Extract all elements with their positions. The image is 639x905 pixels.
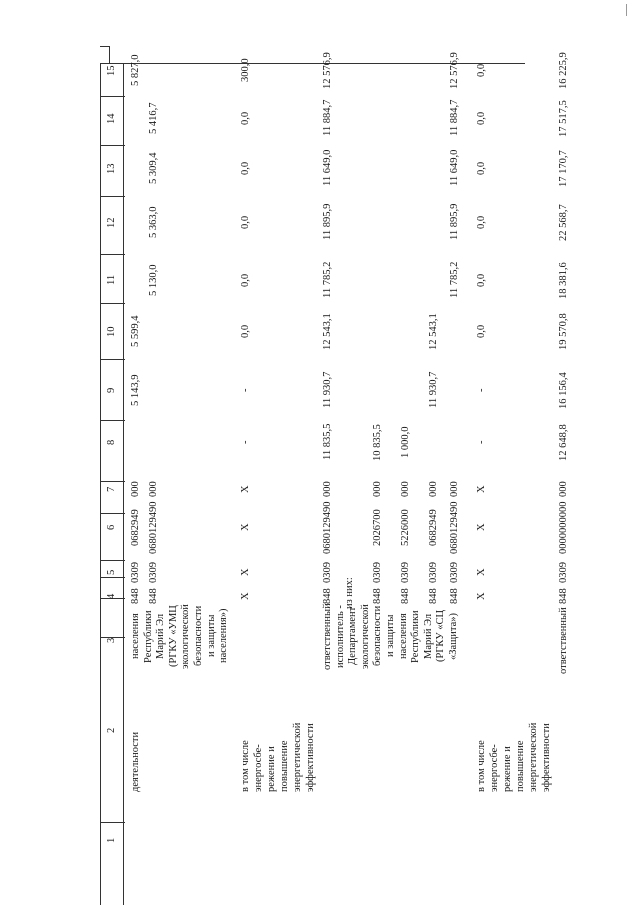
row-h-c4: 848 — [428, 588, 439, 604]
row-k-c5: 0309 — [558, 561, 569, 583]
row-d-c3-line: населения — [397, 613, 409, 659]
row-c-c9: - — [240, 388, 251, 392]
row-j-c2-line: повышение — [515, 740, 526, 792]
row-b-c7: 000 — [148, 481, 159, 497]
column-rule — [100, 560, 125, 561]
row-j-c15: 0,0 — [476, 63, 487, 77]
row-d-c15: 12 576,9 — [322, 51, 333, 89]
row-c-c2-line: повышение — [279, 740, 290, 792]
row-c-c2-line: в том числе — [240, 740, 251, 792]
row-d-c6: 0680129490 — [322, 501, 333, 554]
row-a-c15: 5 827,0 — [130, 54, 141, 86]
row-a-c7: 000 — [130, 481, 141, 497]
header-cell-4: 4 — [106, 593, 117, 599]
header-cell-7: 7 — [106, 486, 117, 492]
row-d-c14: 11 884,7 — [322, 99, 333, 136]
header-cell-12: 12 — [106, 217, 117, 228]
row-d-c4: 848 — [322, 588, 333, 604]
row-a-c10: 5 599,4 — [130, 315, 141, 347]
header-cell-10: 10 — [106, 326, 117, 337]
row-f-c5: 0309 — [372, 561, 383, 583]
row-f-c7: 000 — [372, 481, 383, 497]
row-d-c10: 12 543,1 — [322, 312, 333, 350]
column-rule — [100, 513, 125, 514]
header-cell-11: 11 — [106, 274, 117, 285]
header-cell-5: 5 — [106, 569, 117, 575]
row-b-c11: 5 130,0 — [148, 264, 159, 296]
row-d-c11: 11 785,2 — [322, 261, 333, 298]
row-k-c9: 16 156,4 — [558, 371, 569, 409]
row-k-c14: 17 517,5 — [558, 99, 569, 137]
row-c-c4: X — [240, 592, 251, 600]
row-e-c4: из них: — [344, 577, 355, 609]
left-border — [100, 63, 101, 905]
header-corner-vertical — [109, 46, 110, 63]
row-d-c5: 0309 — [322, 561, 333, 583]
row-k-c4: 848 — [558, 588, 569, 604]
row-c-c7: X — [240, 485, 251, 493]
row-k-c10: 19 570,8 — [558, 312, 569, 350]
row-c-c15: 300,0 — [240, 58, 251, 82]
row-g-c6: 5226000 — [400, 508, 411, 546]
row-c-c11: 0,0 — [240, 273, 251, 287]
row-h-c5: 0309 — [428, 561, 439, 583]
column-rule — [100, 420, 125, 421]
row-c-c2-line: эффективности — [305, 723, 316, 792]
header-top-rule — [100, 63, 525, 64]
row-b-c5: 0309 — [148, 561, 159, 583]
row-c-c12: 0,0 — [240, 215, 251, 229]
row-h-c9: 11 930,7 — [428, 371, 439, 408]
column-rule — [100, 577, 125, 578]
column-rule — [100, 145, 125, 146]
row-i-c7: 000 — [449, 481, 460, 497]
header-cell-13: 13 — [106, 163, 117, 174]
row-k-c7: 000 — [558, 481, 569, 497]
row-a-c3-line: Марий Эл — [155, 613, 167, 659]
row-j-c10: 0,0 — [476, 324, 487, 338]
row-d-c3-line: ответственный — [322, 602, 333, 670]
row-k-c3: ответственный — [558, 606, 569, 674]
row-c-c14: 0,0 — [240, 111, 251, 125]
row-g-c7: 000 — [400, 481, 411, 497]
row-d-c3-line: безопасности — [372, 605, 384, 666]
column-rule — [100, 303, 125, 304]
row-a-c5: 0309 — [130, 561, 141, 583]
row-f-c4: 848 — [372, 588, 383, 604]
row-a-c3-line: Республики — [142, 609, 154, 663]
column-rule — [100, 254, 125, 255]
row-k-c6: 0000000000 — [558, 501, 569, 554]
row-a-c3-line: населения») — [218, 608, 230, 663]
row-i-c13: 11 649,0 — [449, 149, 460, 186]
row-j-c5: X — [476, 568, 487, 576]
column-rule — [100, 96, 125, 97]
row-j-c8: - — [476, 440, 487, 444]
row-h-c7: 000 — [428, 481, 439, 497]
row-d-c13: 11 649,0 — [322, 149, 333, 186]
header-cell-6: 6 — [106, 524, 117, 530]
row-j-c7: X — [476, 485, 487, 493]
header-cell-9: 9 — [106, 387, 117, 393]
row-i-c12: 11 895,9 — [449, 203, 460, 240]
header-cell-3: 3 — [106, 637, 117, 643]
column-rule — [100, 196, 125, 197]
row-b-c6: 0680129490 — [148, 501, 159, 554]
column-rule — [100, 822, 125, 823]
row-j-c2-line: режение и — [502, 746, 513, 792]
row-g-c8: 1 000,0 — [400, 426, 411, 458]
row-a-c4: 848 — [130, 588, 141, 604]
column-rule — [100, 63, 125, 64]
row-c-c2-line: энергосбе- — [253, 744, 264, 792]
row-i-c15: 12 576,9 — [449, 51, 460, 89]
row-d-c3-line: и защиты — [385, 614, 396, 657]
row-j-c12: 0,0 — [476, 215, 487, 229]
row-d-c3-line: исполнитель - — [334, 604, 346, 668]
header-cell-2: 2 — [106, 727, 117, 733]
row-j-c2-line: энергетической — [528, 722, 539, 792]
row-a-c3-line: населения — [130, 613, 141, 659]
row-c-c6: X — [240, 523, 251, 531]
row-c-c2-line: энергетической — [292, 722, 303, 792]
row-a-c3-line: безопасности — [193, 605, 204, 666]
header-cell-8: 8 — [106, 439, 117, 445]
row-j-c6: X — [476, 523, 487, 531]
row-d-c3-line: экологической — [359, 603, 371, 669]
row-j-c9: - — [476, 388, 487, 392]
row-d-c3-line: Департамент — [347, 606, 359, 665]
row-i-c11: 11 785,2 — [449, 261, 460, 298]
row-k-c8: 12 648,8 — [558, 423, 569, 461]
row-k-c12: 22 568,7 — [558, 203, 569, 241]
row-a-c6: 0682949 — [130, 508, 141, 546]
row-a-c2: деятельности — [130, 731, 141, 792]
header-cell-1: 1 — [106, 837, 117, 843]
row-d-c3-line: (РГКУ «СЦ — [435, 609, 447, 662]
row-i-c6: 0680129490 — [449, 501, 460, 554]
header-cell-15: 15 — [106, 65, 117, 76]
row-f-c8: 10 835,5 — [372, 423, 383, 461]
row-k-c15: 16 225,9 — [558, 51, 569, 89]
row-f-c6: 2026700 — [372, 508, 383, 546]
row-b-c4: 848 — [148, 588, 159, 604]
row-i-c14: 11 884,7 — [449, 99, 460, 136]
row-k-c13: 17 170,7 — [558, 149, 569, 187]
row-h-c10: 12 543,1 — [428, 312, 439, 350]
row-j-c2-line: энергосбе- — [489, 744, 500, 792]
row-d-c9: 11 930,7 — [322, 371, 333, 408]
row-d-c3-line: Марий Эл — [422, 613, 434, 659]
row-c-c8: - — [240, 440, 251, 444]
row-d-c3-line: Республики — [410, 609, 422, 663]
row-j-c14: 0,0 — [476, 111, 487, 125]
row-a-c3-line: и защиты — [205, 614, 217, 657]
row-j-c2-line: эффективности — [541, 723, 552, 792]
row-a-c3-line: (РГКУ «УМЦ — [167, 605, 179, 667]
row-c-c13: 0,0 — [240, 161, 251, 175]
column-rule — [100, 359, 125, 360]
header-right-border — [123, 63, 124, 905]
row-d-c7: 000 — [322, 481, 333, 497]
row-b-c14: 5 416,7 — [148, 102, 159, 134]
row-i-c5: 0309 — [449, 561, 460, 583]
row-b-c12: 5 363,0 — [148, 206, 159, 238]
row-d-c3-line: «Защита») — [448, 612, 459, 660]
row-g-c4: 848 — [400, 588, 411, 604]
row-c-c5: X — [240, 568, 251, 576]
header-corner-rule — [100, 46, 109, 47]
row-b-c13: 5 309,4 — [148, 152, 159, 184]
row-j-c11: 0,0 — [476, 273, 487, 287]
row-k-c11: 18 381,6 — [558, 261, 569, 299]
row-h-c6: 0682949 — [428, 508, 439, 546]
row-j-c2-line: в том числе — [476, 740, 487, 792]
row-d-c8: 11 835,5 — [322, 423, 333, 460]
row-j-c13: 0,0 — [476, 161, 487, 175]
row-g-c5: 0309 — [400, 561, 411, 583]
row-i-c4: 848 — [449, 588, 460, 604]
row-a-c9: 5 143,9 — [130, 374, 141, 406]
row-j-c4: X — [476, 592, 487, 600]
column-rule — [100, 481, 125, 482]
row-d-c12: 11 895,9 — [322, 203, 333, 240]
row-a-c3-line: экологической — [180, 603, 192, 669]
row-c-c2-line: режение и — [266, 746, 277, 792]
row-c-c10: 0,0 — [240, 324, 251, 338]
header-cell-14: 14 — [106, 113, 117, 124]
